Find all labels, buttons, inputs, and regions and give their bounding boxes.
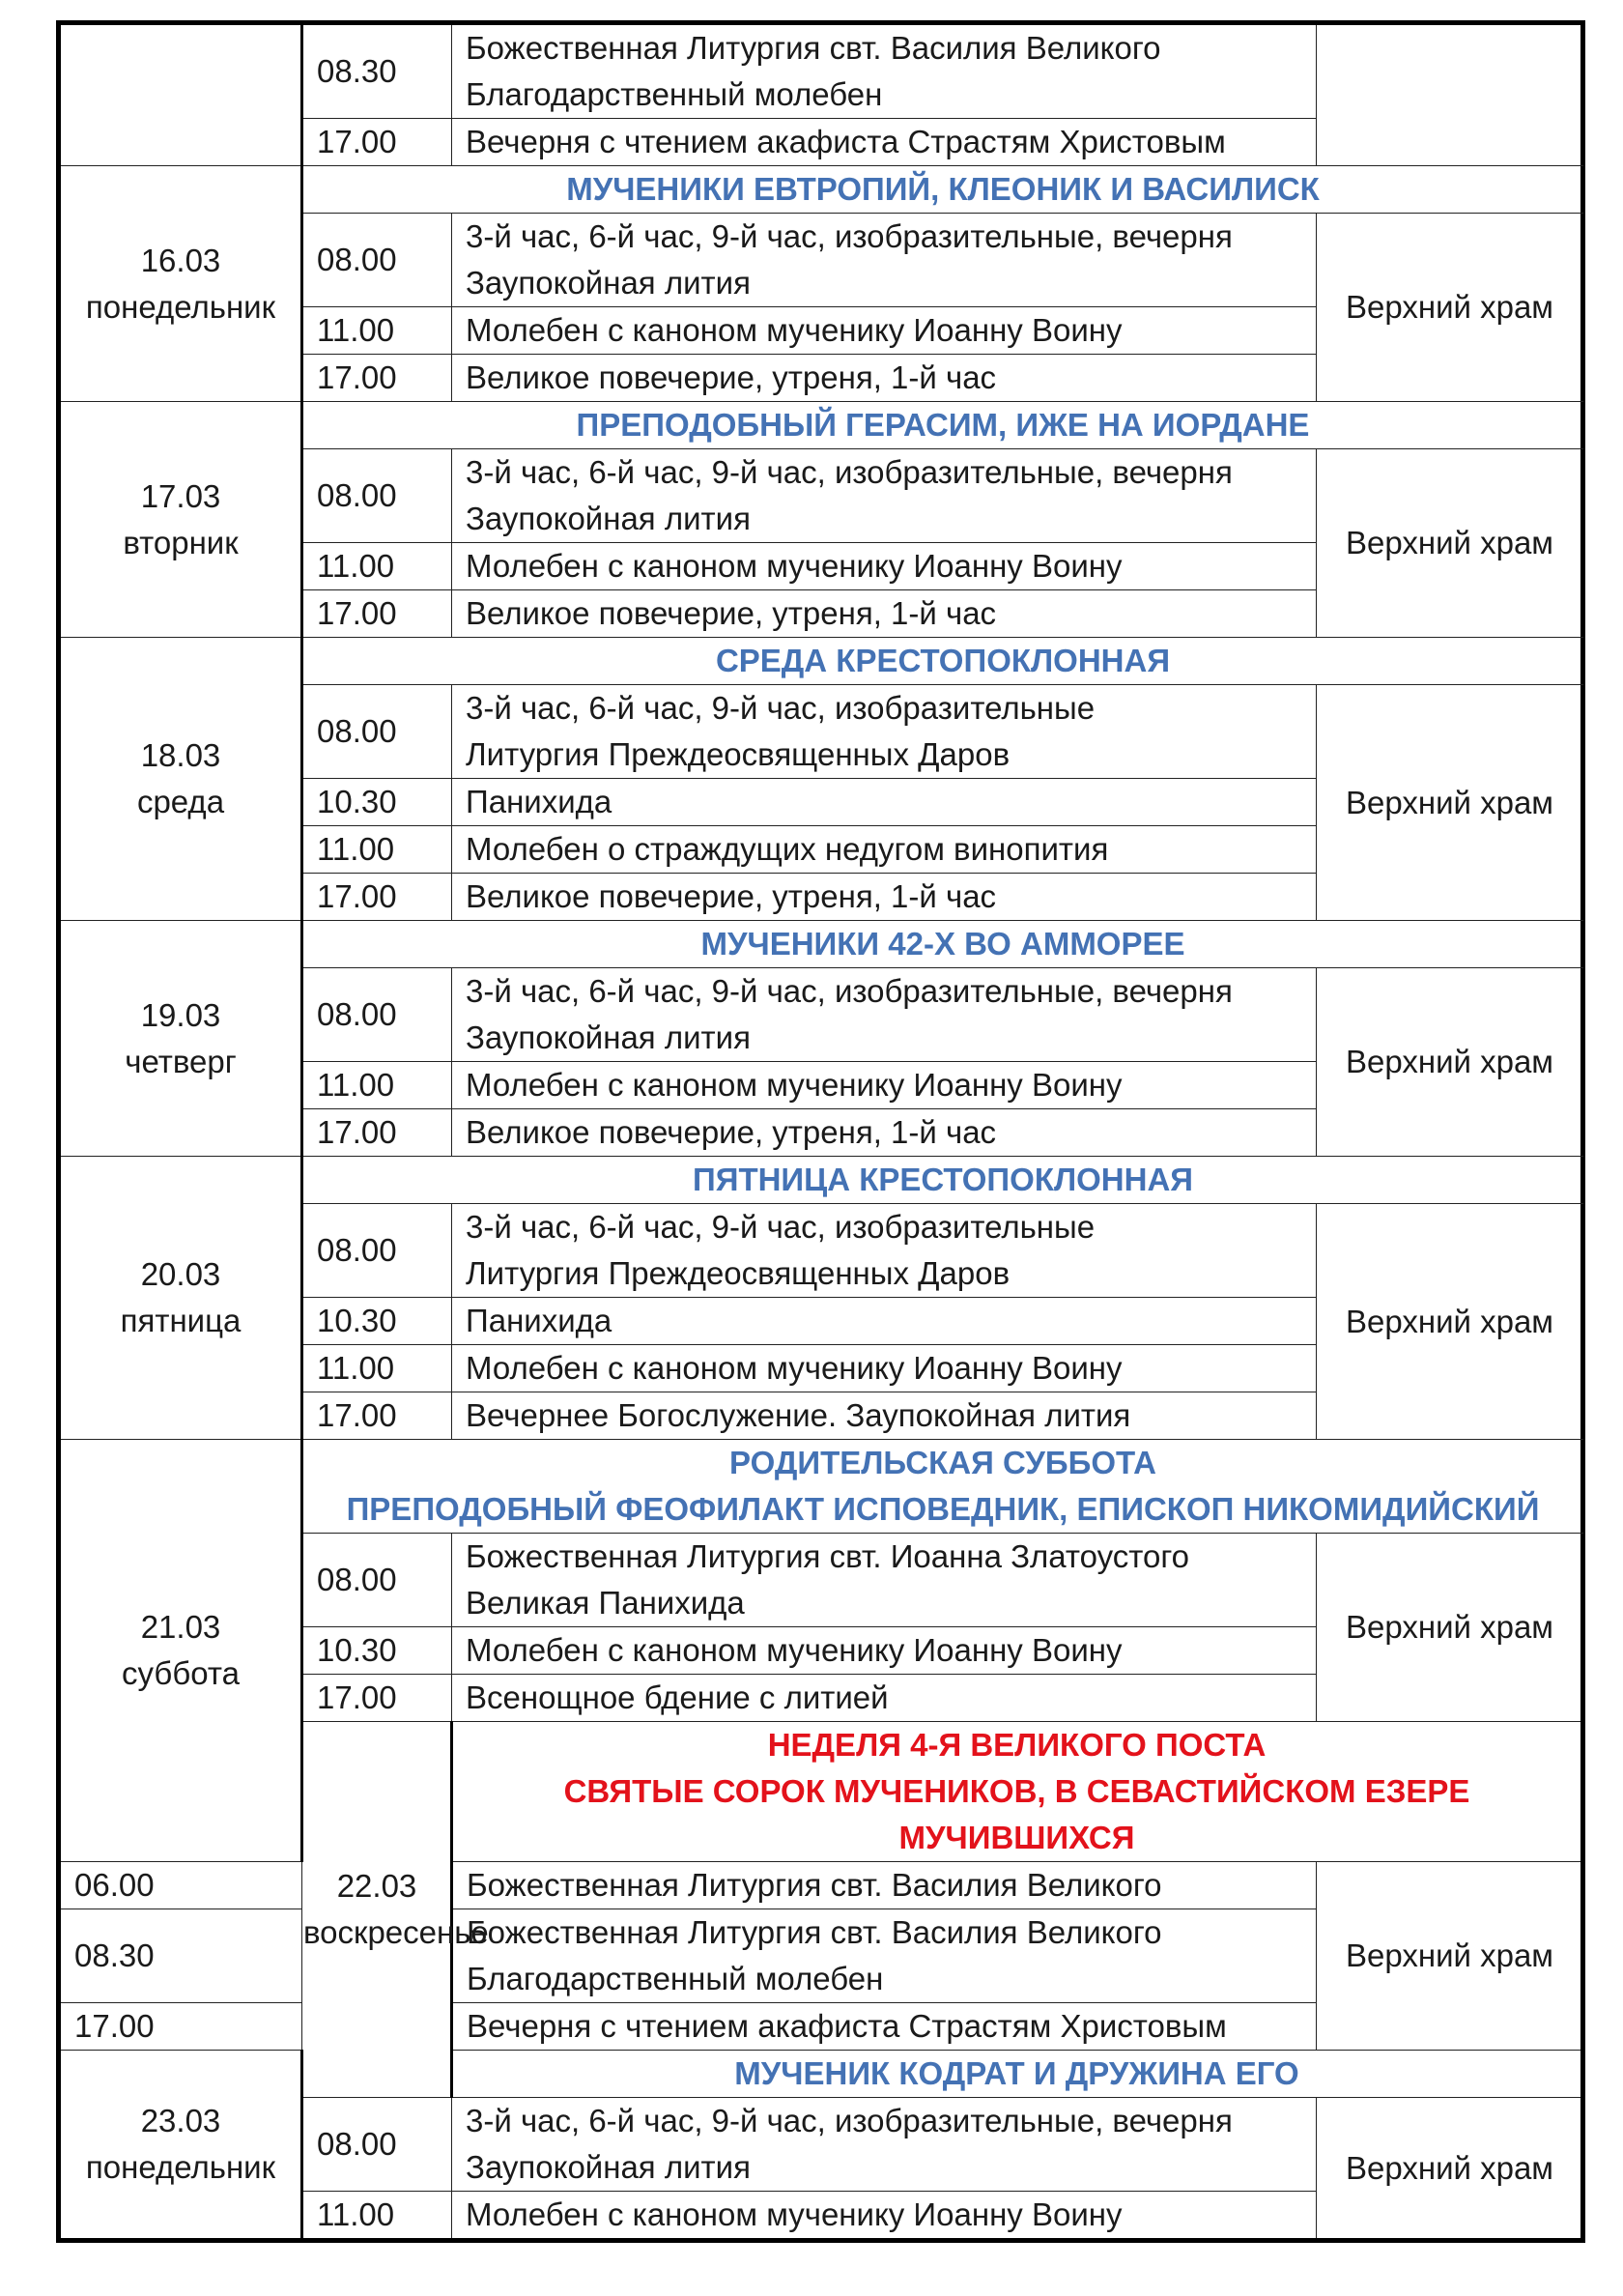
place-cell: Верхний храм <box>1317 214 1583 402</box>
service-description <box>452 355 1317 402</box>
service-description <box>452 2098 1317 2192</box>
feast-title-line: РОДИТЕЛЬСКАЯ СУББОТА <box>729 1445 1156 1480</box>
service-line: Заупокойная лития <box>466 2149 751 2185</box>
service-line: Вечерня с чтением акафиста Страстям Христовым <box>466 124 1226 159</box>
day-date-cell <box>59 638 302 921</box>
service-description <box>452 1298 1317 1345</box>
service-line: Заупокойная лития <box>466 501 751 536</box>
service-description <box>452 685 1317 779</box>
service-line: Великое повечерие, утреня, 1-й час <box>466 878 997 914</box>
day-date-cell <box>59 166 302 402</box>
service-time: 08.00 <box>302 968 452 1062</box>
service-time: 08.00 <box>302 214 452 307</box>
feast-title-line: СРЕДА КРЕСТОПОКЛОННАЯ <box>715 643 1171 678</box>
day-weekday: понедельник <box>85 288 276 325</box>
feast-title <box>452 1722 1583 1862</box>
schedule-row <box>59 1862 1583 1909</box>
place-cell: Верхний храм <box>1317 2098 1583 2241</box>
service-line: Великая Панихида <box>466 1585 745 1621</box>
day-weekday: вторник <box>123 524 239 560</box>
schedule-table <box>56 20 1585 2243</box>
service-line: Всенощное бдение с литией <box>466 1679 889 1715</box>
service-time: 17.00 <box>302 1392 452 1440</box>
service-line: Молебен с каноном мученику Иоанну Воину <box>466 548 1123 584</box>
service-line: 3-й час, 6-й час, 9-й час, изобразительные, вечерня <box>466 454 1233 490</box>
service-time: 17.00 <box>302 119 452 166</box>
service-time: 11.00 <box>302 1062 452 1109</box>
day-date: 23.03 <box>140 2103 221 2138</box>
service-line: Божественная Литургия свт. Иоанна Златоустого <box>466 1538 1190 1574</box>
service-description <box>452 968 1317 1062</box>
service-description <box>452 23 1317 119</box>
service-description <box>452 1627 1317 1675</box>
service-time: 11.00 <box>302 543 452 590</box>
schedule-row <box>59 2051 1583 2098</box>
service-line: Молебен с каноном мученику Иоанну Воину <box>466 312 1123 348</box>
service-description <box>452 590 1317 638</box>
service-line: Благодарственный молебен <box>466 76 883 112</box>
service-description <box>452 449 1317 543</box>
service-time: 11.00 <box>302 2192 452 2241</box>
day-weekday: воскресенье <box>303 1914 489 1950</box>
feast-title-line: ПРЕПОДОБНЫЙ ФЕОФИЛАКТ ИСПОВЕДНИК, ЕПИСКОП НИКОМИДИЙСКИЙ <box>346 1491 1540 1527</box>
service-description <box>452 1062 1317 1109</box>
service-line: Молебен о страждущих недугом винопития <box>466 831 1109 867</box>
day-date-cell <box>59 921 302 1157</box>
service-time: 08.30 <box>302 23 452 119</box>
schedule-row <box>59 1157 1583 1204</box>
service-description <box>452 1534 1317 1627</box>
service-time: 10.30 <box>302 1298 452 1345</box>
service-description <box>452 119 1317 166</box>
service-line: Заупокойная лития <box>466 1019 751 1055</box>
service-time: 08.00 <box>302 1534 452 1627</box>
service-description <box>452 1109 1317 1157</box>
feast-title <box>302 1157 1583 1204</box>
day-date: 18.03 <box>140 737 221 773</box>
service-time: 17.00 <box>302 590 452 638</box>
service-line: Литургия Преждеосвященных Даров <box>466 736 1011 772</box>
service-description <box>452 1675 1317 1722</box>
day-date: 19.03 <box>140 996 221 1033</box>
day-date-cell <box>59 1440 302 1862</box>
day-date: 16.03 <box>140 242 221 278</box>
place-cell: Верхний храм <box>1317 968 1583 1157</box>
service-line: 3-й час, 6-й час, 9-й час, изобразительные <box>466 690 1096 726</box>
service-time: 11.00 <box>302 826 452 874</box>
service-description <box>452 543 1317 590</box>
service-line: Панихида <box>466 1303 612 1338</box>
day-date: 17.03 <box>140 477 221 514</box>
feast-title-line: ПЯТНИЦА КРЕСТОПОКЛОННАЯ <box>693 1162 1193 1197</box>
service-time: 08.30 <box>59 1909 302 2003</box>
service-description <box>452 2003 1317 2051</box>
schedule-row <box>59 166 1583 214</box>
service-line: Великое повечерие, утреня, 1-й час <box>466 1114 997 1150</box>
service-description <box>452 307 1317 355</box>
service-line: Заупокойная лития <box>466 265 751 301</box>
service-line: Благодарственный молебен <box>467 1961 884 1996</box>
day-weekday: четверг <box>125 1043 237 1079</box>
place-cell: Верхний храм <box>1317 1534 1583 1722</box>
schedule-row <box>59 23 1583 119</box>
service-line: 3-й час, 6-й час, 9-й час, изобразительные, вечерня <box>466 2103 1233 2138</box>
service-time: 08.00 <box>302 685 452 779</box>
day-date: 21.03 <box>140 1609 221 1645</box>
service-line: Панихида <box>466 784 612 819</box>
place-cell: Верхний храм <box>1317 685 1583 921</box>
day-weekday: суббота <box>122 1655 240 1691</box>
service-description <box>452 214 1317 307</box>
feast-title-line: МУЧЕНИКИ 42-Х ВО АММОРЕЕ <box>700 926 1185 961</box>
schedule-row <box>59 1440 1583 1534</box>
service-time: 17.00 <box>302 1675 452 1722</box>
day-date-cell <box>59 1157 302 1440</box>
service-line: Божественная Литургия свт. Василия Великого <box>466 30 1161 66</box>
service-time: 11.00 <box>302 307 452 355</box>
service-time: 17.00 <box>302 874 452 921</box>
day-date-cell <box>59 402 302 638</box>
service-description <box>452 1909 1317 2003</box>
service-line: Вечерня с чтением акафиста Страстям Христовым <box>467 2008 1227 2044</box>
service-line: Великое повечерие, утреня, 1-й час <box>466 595 997 631</box>
day-date: 20.03 <box>140 1256 221 1292</box>
feast-title-line: СВЯТЫЕ СОРОК МУЧЕНИКОВ, В СЕВАСТИЙСКОМ ЕЗЕРЕ МУЧИВШИХСЯ <box>563 1773 1470 1855</box>
place-cell: Верхний храм <box>1317 1862 1583 2051</box>
schedule-row <box>59 402 1583 449</box>
service-time: 10.30 <box>302 1627 452 1675</box>
place-cell: Верхний храм <box>1317 449 1583 638</box>
feast-title <box>302 638 1583 685</box>
service-time: 10.30 <box>302 779 452 826</box>
day-date: 22.03 <box>336 1868 417 1904</box>
place-cell <box>1317 23 1583 166</box>
service-time: 08.00 <box>302 2098 452 2192</box>
feast-title-line: НЕДЕЛЯ 4-Я ВЕЛИКОГО ПОСТА <box>767 1727 1267 1763</box>
service-line: Вечернее Богослужение. Заупокойная лития <box>466 1397 1131 1433</box>
service-description <box>452 1392 1317 1440</box>
service-line: Божественная Литургия свт. Василия Великого <box>467 1914 1162 1950</box>
service-description <box>452 826 1317 874</box>
service-time: 06.00 <box>59 1862 302 1909</box>
feast-title-line: МУЧЕНИК КОДРАТ И ДРУЖИНА ЕГО <box>734 2055 1299 2091</box>
schedule-row <box>59 638 1583 685</box>
service-description <box>452 779 1317 826</box>
service-time: 17.00 <box>302 1109 452 1157</box>
service-line: Молебен с каноном мученику Иоанну Воину <box>466 1350 1123 1386</box>
schedule-body <box>59 23 1583 2241</box>
service-description <box>452 1204 1317 1298</box>
service-time: 08.00 <box>302 1204 452 1298</box>
service-description <box>452 874 1317 921</box>
feast-title <box>302 166 1583 214</box>
day-weekday: понедельник <box>85 2149 276 2185</box>
day-date-cell <box>59 23 302 166</box>
schedule-row <box>59 921 1583 968</box>
day-weekday: пятница <box>120 1303 242 1338</box>
day-date-cell <box>302 1722 489 2098</box>
feast-title-line: ПРЕПОДОБНЫЙ ГЕРАСИМ, ИЖЕ НА ИОРДАНЕ <box>576 407 1310 443</box>
service-line: Великое повечерие, утреня, 1-й час <box>466 359 997 395</box>
feast-title <box>302 1440 1583 1534</box>
service-time: 17.00 <box>59 2003 302 2051</box>
service-line: Литургия Преждеосвященных Даров <box>466 1255 1011 1291</box>
service-line: Молебен с каноном мученику Иоанну Воину <box>466 1067 1123 1103</box>
service-time: 08.00 <box>302 449 452 543</box>
service-description <box>452 1345 1317 1392</box>
feast-title <box>452 2051 1583 2098</box>
feast-title <box>302 402 1583 449</box>
day-date-cell <box>59 2051 302 2241</box>
service-line: 3-й час, 6-й час, 9-й час, изобразительные <box>466 1209 1096 1245</box>
service-line: 3-й час, 6-й час, 9-й час, изобразительные, вечерня <box>466 973 1233 1009</box>
service-time: 11.00 <box>302 1345 452 1392</box>
feast-title <box>302 921 1583 968</box>
feast-title-line: МУЧЕНИКИ ЕВТРОПИЙ, КЛЕОНИК И ВАСИЛИСК <box>566 171 1320 207</box>
service-line: Божественная Литургия свт. Василия Великого <box>467 1867 1162 1903</box>
place-cell: Верхний храм <box>1317 1204 1583 1440</box>
service-line: Молебен с каноном мученику Иоанну Воину <box>466 2196 1123 2232</box>
service-time: 17.00 <box>302 355 452 402</box>
day-weekday: среда <box>136 784 225 819</box>
service-line: 3-й час, 6-й час, 9-й час, изобразительные, вечерня <box>466 218 1233 254</box>
service-description <box>452 1862 1317 1909</box>
service-description <box>452 2192 1317 2241</box>
service-line: Молебен с каноном мученику Иоанну Воину <box>466 1632 1123 1668</box>
